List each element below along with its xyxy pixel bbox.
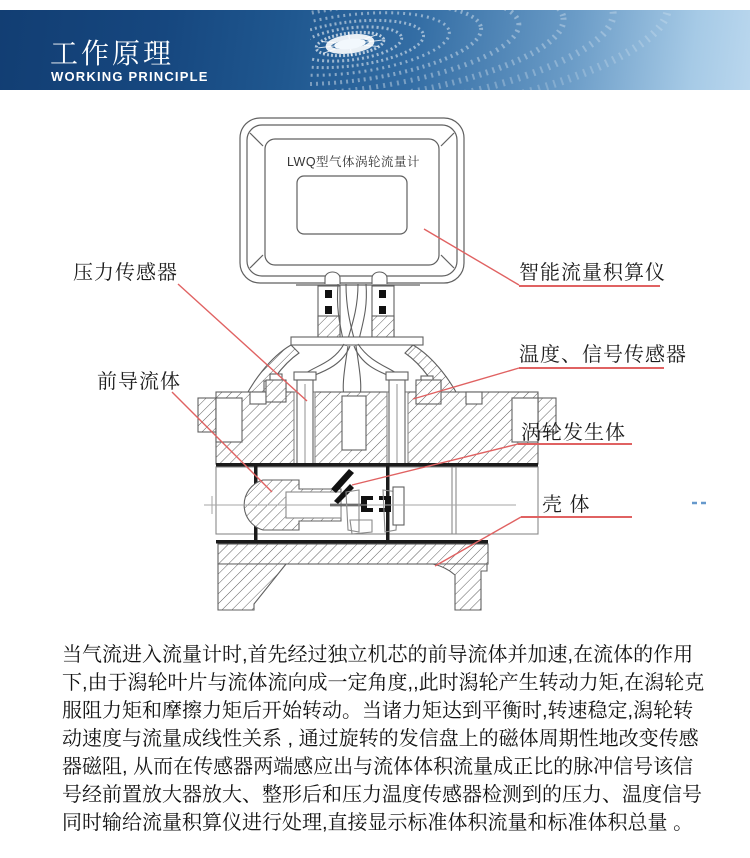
working-principle-text <box>62 641 722 837</box>
label-pressure-sensor: 压力传感器 <box>73 262 178 284</box>
bottom-flanges <box>218 544 488 610</box>
label-turbine-generator: 涡轮发生体 <box>521 422 626 444</box>
paragraph-line: 动速度与流量成线性关系 , 通过旋转的发信盘上的磁体周期性地改变传感 <box>62 728 699 750</box>
label-housing: 壳 体 <box>542 494 591 516</box>
meter-body <box>198 380 556 466</box>
device-title: LWQ型气体涡轮流量计 <box>287 155 421 169</box>
paragraph-line: 服阻力矩和摩擦力矩后开始转动。当诸力矩达到平衡时,转速稳定,潟轮转 <box>62 700 694 722</box>
page-subtitle: WORKING PRINCIPLE <box>51 69 209 84</box>
display-head <box>240 118 464 285</box>
paragraph-line: 下,由于潟轮叶片与流体流向成一定角度,,此时潟轮产生转动力矩,在潟轮克 <box>62 672 705 694</box>
label-flow-totalizer: 智能流量积算仪 <box>519 262 666 284</box>
paragraph-line: 同时输给流量积算仪进行处理,直接显示标准体积流量和标准体积总量 。 <box>62 812 694 834</box>
label-temp-signal-sensor: 温度、信号传感器 <box>519 344 687 366</box>
page-title: 工作原理 <box>50 38 175 69</box>
paragraph-line: 号经前置放大器放大、整形后和压力温度传感器检测到的压力、温度信号 <box>62 784 702 806</box>
label-flow-conditioner: 前导流体 <box>97 371 181 393</box>
paragraph-line: 当气流进入流量计时,首先经过独立机芯的前导流体并加速,在流体的作用 <box>62 644 694 666</box>
paragraph-line: 器磁阻, 从而在传感器两端感应出与流体体积流量成正比的脉冲信号该信 <box>62 756 694 778</box>
